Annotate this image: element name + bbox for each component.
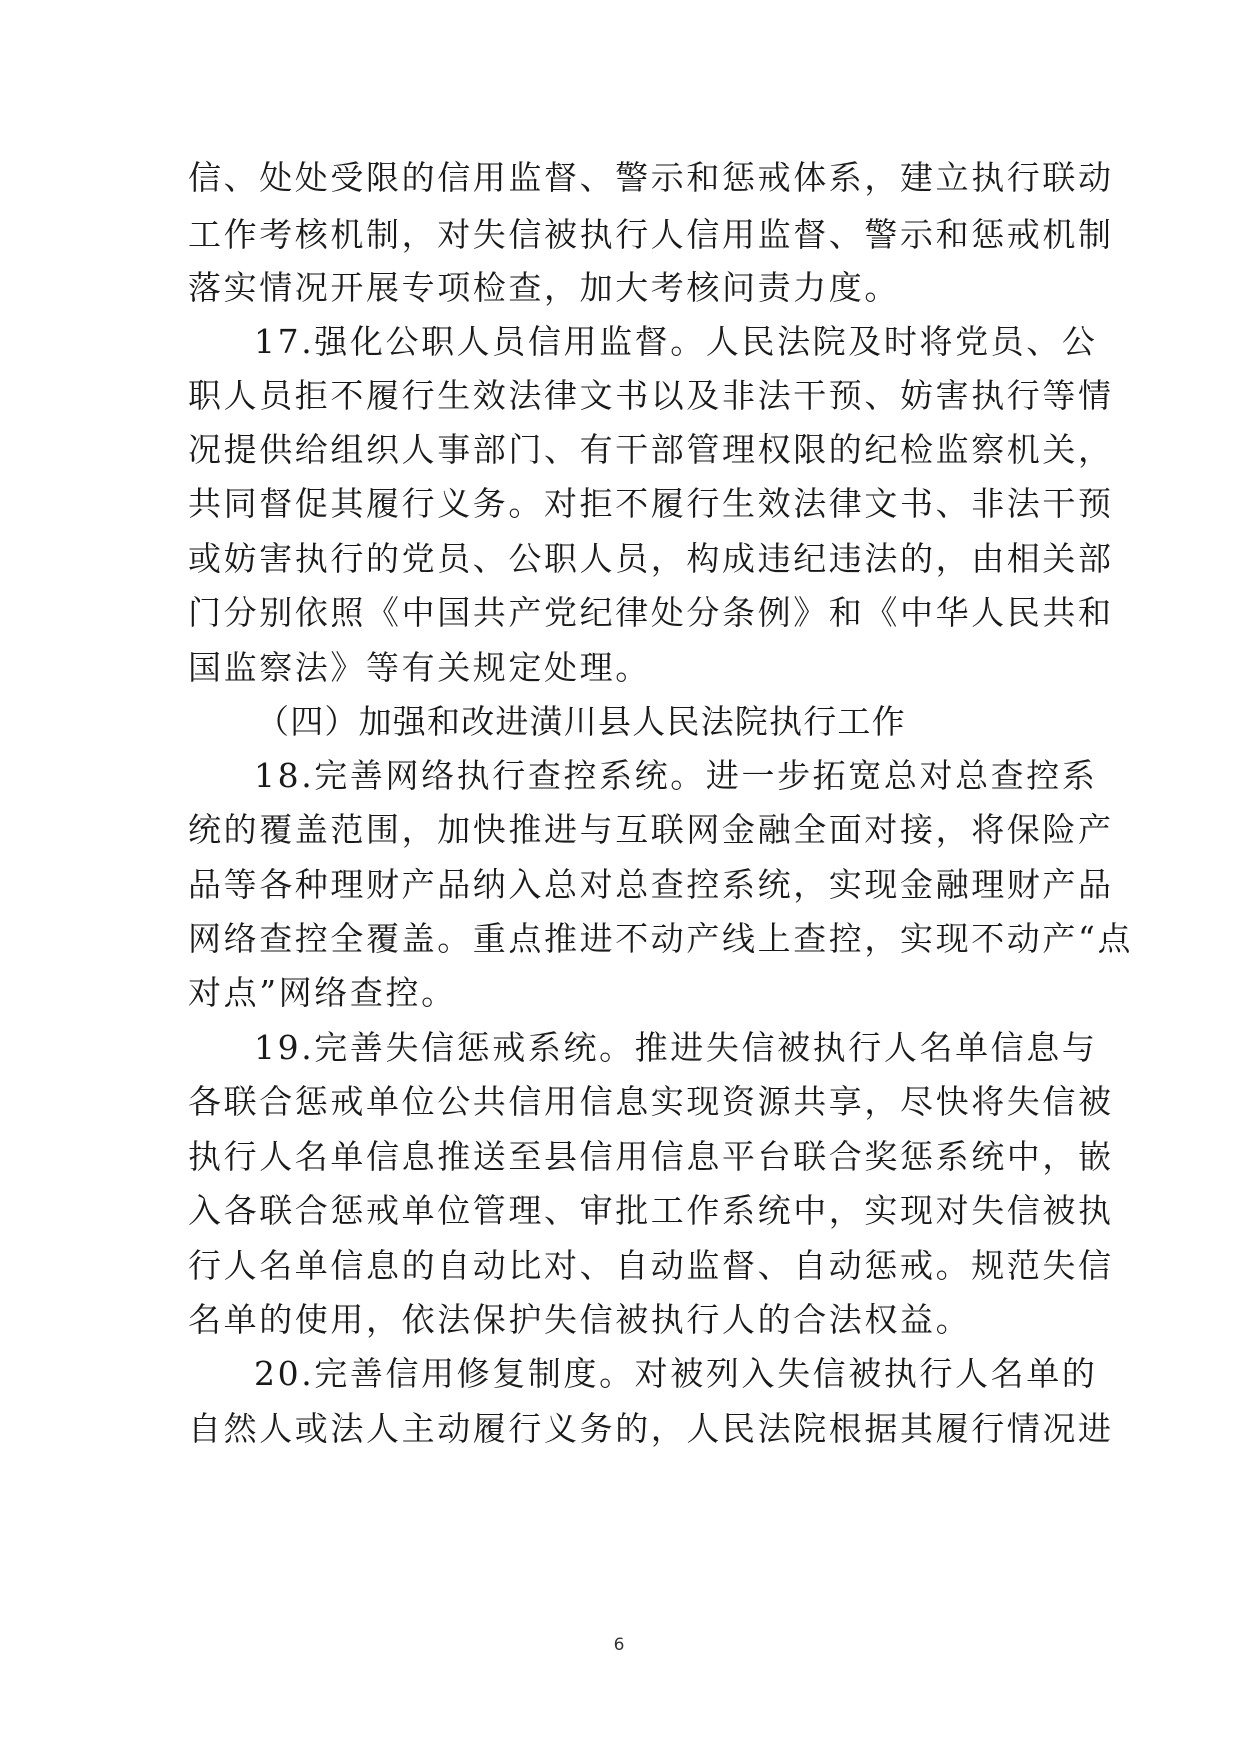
text-line: 对点”网络查控。 — [188, 973, 457, 1012]
text-line: 名单的使用，依法保护失信被执行人的合法权益。 — [188, 1300, 972, 1339]
text-line: 职人员拒不履行生效法律文书以及非法干预、妨害执行等情 — [188, 376, 1114, 415]
text-line: 各联合惩戒单位公共信用信息实现资源共享，尽快将失信被 — [188, 1082, 1114, 1121]
text-line: 18.完善网络执行查控系统。进一步拓宽总对总查控系 — [254, 756, 1098, 795]
text-line: 门分别依照《中国共产党纪律处分条例》和《中华人民共和 — [188, 593, 1114, 632]
text-line: 国监察法》等有关规定处理。 — [188, 648, 651, 687]
text-line: 况提供给组织人事部门、有干部管理权限的纪检监察机关， — [188, 430, 1114, 469]
text-line: 入各联合惩戒单位管理、审批工作系统中，实现对失信被执 — [188, 1191, 1114, 1230]
text-line: 或妨害执行的党员、公职人员，构成违纪违法的，由相关部 — [188, 539, 1114, 578]
text-line: 行人名单信息的自动比对、自动监督、自动惩戒。规范失信 — [188, 1246, 1114, 1285]
text-line: 自然人或法人主动履行义务的，人民法院根据其履行情况进 — [188, 1409, 1114, 1448]
page-number: 6 — [613, 1635, 625, 1655]
text-line: 20.完善信用修复制度。对被列入失信被执行人名单的 — [254, 1354, 1098, 1393]
text-line: 网络查控全覆盖。重点推进不动产线上查控，实现不动产“点 — [188, 919, 1134, 958]
text-line: 统的覆盖范围，加快推进与互联网金融全面对接，将保险产 — [188, 810, 1114, 849]
text-line: 执行人名单信息推送至县信用信息平台联合奖惩系统中，嵌 — [188, 1137, 1114, 1176]
text-line: 信、处处受限的信用监督、警示和惩戒体系，建立执行联动 — [188, 158, 1114, 197]
text-line: 工作考核机制，对失信被执行人信用监督、警示和惩戒机制 — [188, 215, 1114, 254]
text-line: 落实情况开展专项检查，加大考核问责力度。 — [188, 268, 900, 307]
section-heading: （四）加强和改进潢川县人民法院执行工作 — [256, 702, 906, 741]
text-line: 品等各种理财产品纳入总对总查控系统，实现金融理财产品 — [188, 865, 1114, 904]
text-line: 17.强化公职人员信用监督。人民法院及时将党员、公 — [254, 322, 1098, 361]
text-line: 共同督促其履行义务。对拒不履行生效法律文书、非法干预 — [188, 484, 1114, 523]
text-line: 19.完善失信惩戒系统。推进失信被执行人名单信息与 — [254, 1028, 1098, 1067]
